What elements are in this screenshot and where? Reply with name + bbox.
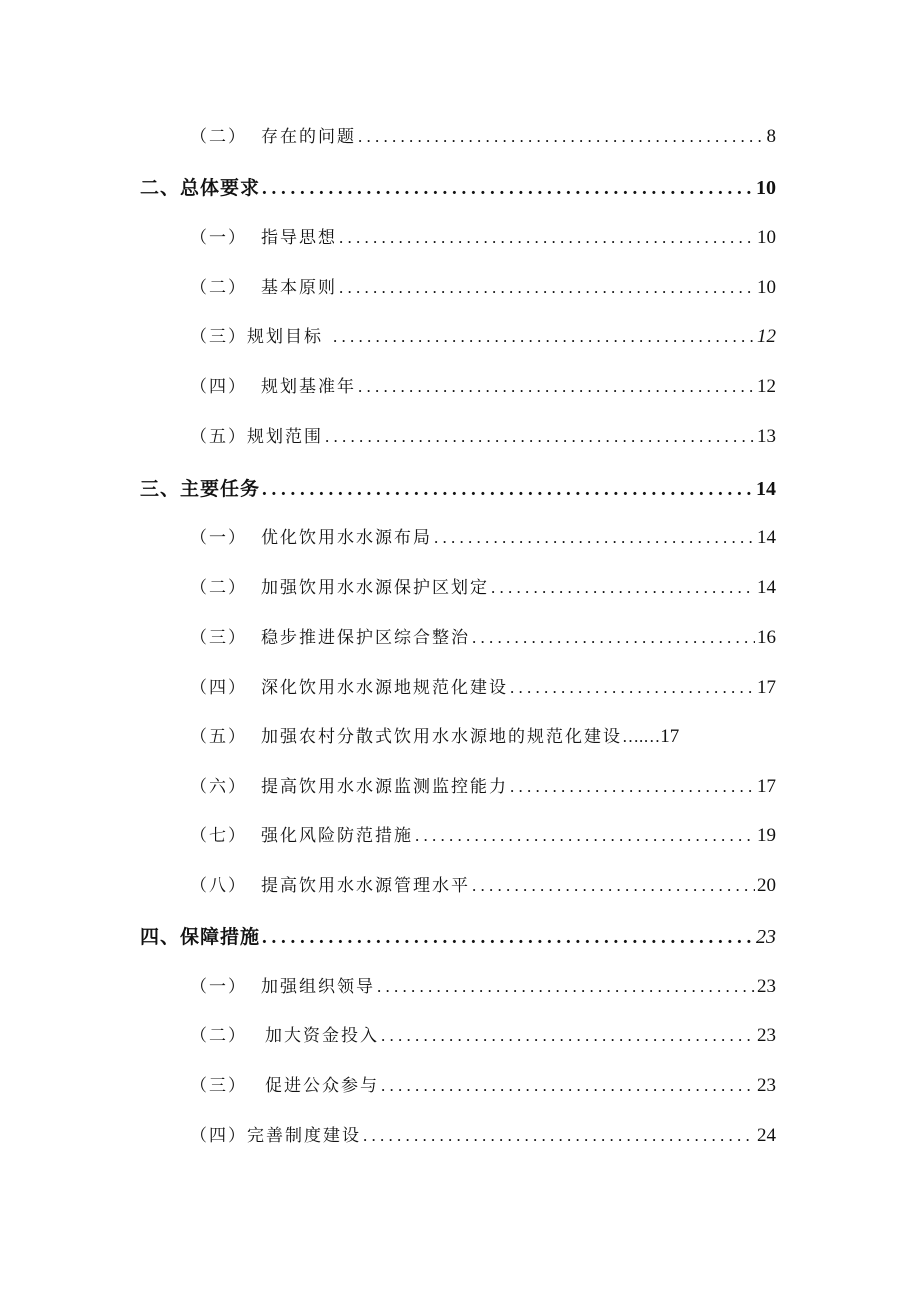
dot-leader <box>363 1121 755 1151</box>
toc-entry-page: 23 <box>757 1075 776 1096</box>
toc-entry-title: 稳步推进保护区综合整治 <box>261 628 470 648</box>
toc-entry-page: 14 <box>757 577 776 598</box>
toc-heading[interactable] <box>140 474 776 504</box>
toc-entry-number: （六） <box>190 777 247 797</box>
toc-heading-title: 总体要求 <box>180 177 261 199</box>
dot-leader <box>333 322 755 352</box>
dot-leader <box>358 122 765 152</box>
toc-entry-page: 12 <box>757 376 776 397</box>
dot-leader <box>377 972 755 1002</box>
toc-entry-title: 完善制度建设 <box>247 1126 361 1146</box>
toc-entry-title: 加强饮用水水源保护区划定 <box>261 578 489 598</box>
dot-leader <box>262 174 754 203</box>
toc-heading-number: 二、 <box>140 177 181 199</box>
toc-entry[interactable] <box>190 772 776 802</box>
toc-entry-page: 17 <box>757 776 776 797</box>
toc-entry-title: 规划基准年 <box>261 377 356 397</box>
toc-heading-page: 10 <box>756 177 776 199</box>
toc-entry[interactable] <box>190 623 776 653</box>
toc-entry-page: 12 <box>757 326 776 347</box>
toc-entry-page: 14 <box>757 527 776 548</box>
toc-entry[interactable] <box>190 821 776 851</box>
toc-entry-title: 指导思想 <box>261 228 337 248</box>
dot-leader <box>434 523 755 553</box>
toc-entry-number: （二） <box>190 127 247 147</box>
toc-entry-number: （一） <box>190 977 247 997</box>
dot-leader <box>415 821 755 851</box>
toc-entry-number: （八） <box>190 876 247 896</box>
toc-heading-number: 三、 <box>140 478 181 500</box>
toc-heading-page: 14 <box>756 478 776 500</box>
toc-entry-title: 加强农村分散式饮用水水源地的规范化建设 <box>261 727 622 747</box>
toc-entry-title: 加大资金投入 <box>265 1026 379 1046</box>
toc-entry[interactable] <box>190 1071 776 1101</box>
dot-leader <box>510 673 755 703</box>
toc-entry-title: 规划范围 <box>247 427 323 447</box>
toc-entry[interactable] <box>190 1021 776 1051</box>
toc-entry-number: （五） <box>190 427 247 447</box>
toc-entry-number: （五） <box>190 727 247 747</box>
toc-entry-title: 强化风险防范措施 <box>261 826 413 846</box>
toc-entry-title: 基本原则 <box>261 278 337 298</box>
toc-heading[interactable] <box>140 173 776 203</box>
toc-entry-number: （四） <box>190 377 247 397</box>
toc-entry[interactable] <box>190 273 776 303</box>
dot-leader <box>262 475 754 504</box>
toc-entry-page: 17 <box>660 726 680 747</box>
dot-leader <box>339 223 755 253</box>
toc-entry-number: （二） <box>190 1026 247 1046</box>
dot-leader <box>325 422 755 452</box>
dot-leader <box>472 871 755 901</box>
toc-entry-title: 促进公众参与 <box>265 1076 379 1096</box>
ellipsis-leader: ….… <box>622 727 661 746</box>
toc-entry[interactable] <box>190 223 776 253</box>
toc-entry-title: 深化饮用水水源地规范化建设 <box>261 678 508 698</box>
toc-entry[interactable] <box>190 322 776 352</box>
toc-entry-number: （一） <box>190 528 247 548</box>
toc-entry-page: 8 <box>766 126 776 147</box>
toc-entry-title: 存在的问题 <box>261 127 356 147</box>
dot-leader <box>491 573 755 603</box>
toc-entry-number: （三） <box>190 1076 247 1096</box>
toc-entry[interactable] <box>190 673 776 703</box>
dot-leader <box>472 623 755 653</box>
toc-entry-page: 10 <box>757 277 776 298</box>
toc-entry[interactable] <box>190 122 776 152</box>
toc-entry[interactable] <box>190 573 776 603</box>
toc-entry-page: 17 <box>757 677 776 698</box>
toc-entry[interactable] <box>190 972 776 1002</box>
dot-leader <box>358 372 755 402</box>
toc-entry-number: （一） <box>190 228 247 248</box>
toc-entry-page: 13 <box>757 426 776 447</box>
toc-entry-title: 提高饮用水水源监测监控能力 <box>261 777 508 797</box>
toc-entry[interactable] <box>190 422 776 452</box>
dot-leader <box>381 1071 755 1101</box>
dot-leader <box>381 1021 755 1051</box>
toc-entry-number: （二） <box>190 578 247 598</box>
dot-leader <box>262 923 754 952</box>
toc-entry-page: 23 <box>757 1025 776 1046</box>
toc-entry-number: （三） <box>190 628 247 648</box>
toc-entry-page: 23 <box>757 976 776 997</box>
toc-entry[interactable] <box>190 871 776 901</box>
toc-heading-title: 保障措施 <box>180 926 261 948</box>
toc-entry-page: 24 <box>757 1125 776 1146</box>
toc-entry-number: （七） <box>190 826 247 846</box>
toc-entry-number: （四） <box>190 1126 247 1146</box>
toc-entry-title: 规划目标 <box>247 327 323 347</box>
dot-leader <box>510 772 755 802</box>
toc-entry-title: 优化饮用水水源布局 <box>261 528 432 548</box>
toc-entry-title: 加强组织领导 <box>261 977 375 997</box>
toc-entry-number: （二） <box>190 278 247 298</box>
toc-entry-page: 16 <box>757 627 776 648</box>
toc-entry-page: 20 <box>757 875 776 896</box>
toc-entry[interactable] <box>190 523 776 553</box>
toc-entry-number: （四） <box>190 678 247 698</box>
dot-leader <box>339 273 755 303</box>
toc-heading[interactable] <box>140 922 776 952</box>
toc-entry[interactable] <box>190 722 679 752</box>
toc-heading-page: 23 <box>756 926 776 948</box>
toc-entry-title: 提高饮用水水源管理水平 <box>261 876 470 896</box>
toc-entry[interactable] <box>190 372 776 402</box>
toc-heading-title: 主要任务 <box>180 478 261 500</box>
toc-entry[interactable] <box>190 1121 776 1151</box>
toc-entry-number: （三） <box>190 327 247 347</box>
toc-entry-page: 19 <box>757 825 776 846</box>
toc-heading-number: 四、 <box>140 926 181 948</box>
toc-entry-page: 10 <box>757 227 776 248</box>
